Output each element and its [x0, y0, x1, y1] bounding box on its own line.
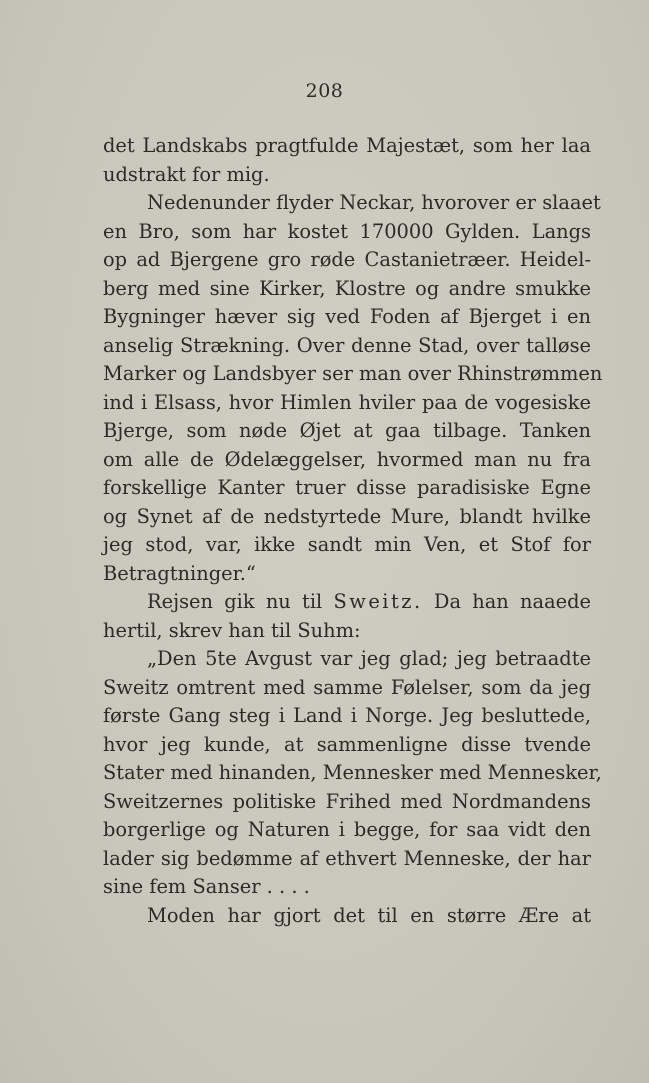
text-line: Moden har gjort det til en større Ære at — [147, 903, 591, 927]
text-line: berg med sine Kirker, Klostre og andre smukke — [103, 276, 591, 300]
spaced-word: Sweitz. — [333, 590, 423, 613]
text-line: og Synet af de nedstyrtede Mure, blandt hvilke — [103, 504, 591, 528]
text-line: anselig Strækning. Over denne Stad, over talløse — [103, 333, 591, 357]
text-line: sine fem Sanser . . . . — [103, 875, 310, 898]
text-line: ind i Elsass, hvor Himlen hviler paa de vogesiske — [103, 390, 591, 414]
text-line: „Den 5te Avgust var jeg glad; jeg betraadte — [147, 647, 591, 670]
text-line: hertil, skrev han til Suhm: — [103, 618, 361, 642]
text-line: Stater med hinanden, Mennesker med Mennesker, — [103, 761, 602, 784]
text-line: Bygninger hæver sig ved Foden af Bjerget i en — [103, 305, 591, 328]
text-line: jeg stod, var, ikke sandt min Ven, et Stof for — [103, 533, 591, 556]
text-line: første Gang steg i Land i Norge. Jeg besluttede, — [103, 704, 591, 727]
text-line: en Bro, som har kostet 170000 Gylden. Langs — [103, 219, 591, 243]
text-fragment: Da han naaede — [422, 590, 591, 613]
text-fragment: Rejsen gik nu til — [147, 590, 334, 613]
text-line: Bjerge, som nøde Øjet at gaa tilbage. Tanken — [103, 419, 591, 442]
text-line: borgerlige og Naturen i begge, for saa vidt den — [103, 818, 591, 841]
text-line: Sweitzernes politiske Frihed med Nordmandens — [103, 789, 591, 813]
text-line — [103, 588, 591, 617]
text-line: lader sig bedømme af ethvert Menneske, der har — [103, 846, 591, 870]
text-line: hvor jeg kunde, at sammenligne disse tvende — [103, 732, 591, 756]
text-line: Sweitz omtrent med samme Følelser, som da jeg — [103, 675, 591, 699]
page-number: 208 — [305, 80, 344, 102]
text-line: forskellige Kanter truer disse paradisiske Egne — [103, 476, 591, 499]
text-line: Marker og Landsbyer ser man over Rhinstrømmen — [103, 362, 603, 385]
text-line: op ad Bjergene gro røde Castanietræer. Heidel- — [103, 248, 591, 271]
text-line: udstrakt for mig. — [103, 162, 270, 186]
text-line: det Landskabs pragtfulde Majestæt, som her laa — [103, 134, 591, 157]
text-line: Nedenunder flyder Neckar, hvorover er slaaet — [147, 191, 601, 214]
text-line: om alle de Ødelæggelser, hvormed man nu fra — [103, 447, 591, 471]
text-body — [103, 132, 603, 930]
text-line: Betragtninger.“ — [103, 561, 256, 585]
